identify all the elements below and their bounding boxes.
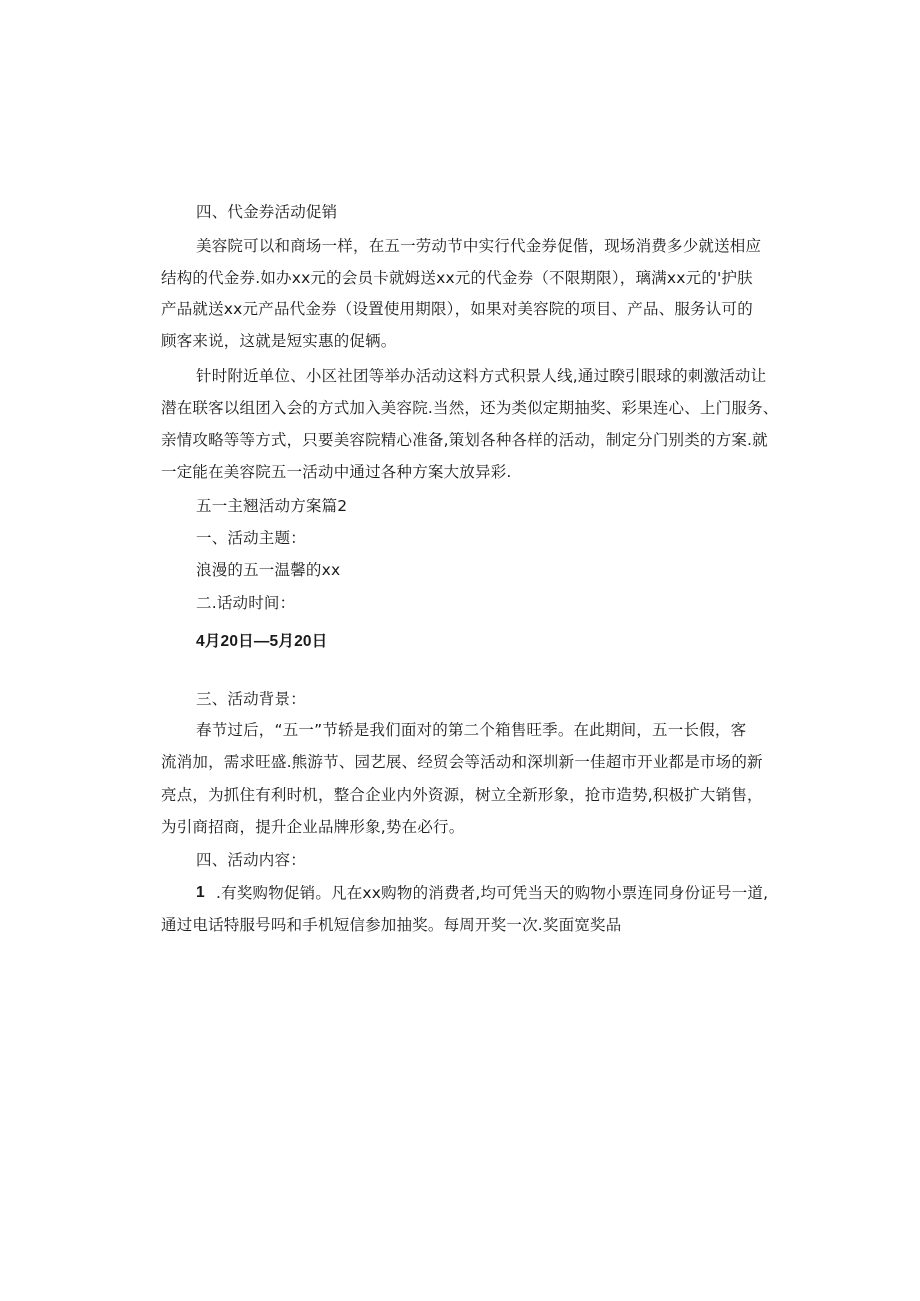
heading-coupon-promotion: 四、代金券活动促销: [196, 203, 338, 221]
section-theme-content: 浪漫的五一温馨的xx: [196, 561, 341, 579]
paragraph-line: 美容院可以和商场一样，在五一劳动节中实行代金券促偕，现场消费多少就送相应: [196, 237, 762, 255]
paragraph-line: 潜在联客以组团入会的方式加入美容院.当然，还为类似定期抽奖、彩果连心、上门服务、: [161, 399, 779, 417]
paragraph-line: 一定能在美容院五一活动中通过各种方案大放异彩.: [161, 463, 512, 481]
paragraph-line: 顾客来说，这就是短实惠的促辆。: [161, 332, 397, 350]
plan-title: 五一主翘活动方案篇2: [196, 497, 348, 515]
list-item-text: .有奖购物促销。凡在xx购物的消费者,均可凭当天的购物小票连同身份证号一道,: [216, 884, 769, 902]
paragraph-line: 流消加，需求旺盛.熊游节、园艺展、经贸会等活动和深圳新一佳超市开业都是市场的新: [161, 753, 763, 771]
section-time-content: 4月20日—5月20日: [196, 633, 328, 650]
list-item-text: 通过电话特服号吗和手机短信参加抽奖。每周开奖一次.奖面宽奖品: [161, 916, 622, 934]
list-item-number: 1: [196, 884, 205, 901]
paragraph-line: 针时附近单位、小区社团等举办活动这料方式积景人线,通过睽引眼球的刺激活动让: [196, 367, 767, 385]
section-theme-title: 一、活动主题：: [196, 529, 306, 547]
section-content-title: 四、活动内容：: [196, 851, 306, 869]
section-background-title: 三、活动背景：: [196, 690, 306, 708]
paragraph-line: 亮点，为抓住有利时机，整合企业内外资源，树立全新形象，抢市造势,积极扩大销售，: [161, 786, 763, 804]
paragraph-line: 产品就送xx元产品代金券（设置使用期限），如果对美容院的项目、产品、服务认可的: [161, 300, 753, 318]
section-time-title: 二.话动时间：: [196, 594, 296, 612]
paragraph-line: 为引商招商，提升企业品牌形象,势在必行。: [161, 818, 465, 836]
paragraph-line: 亲情攻略等等方式，只要美容院精心准备,策划各种各样的活动，制定分门别类的方案.就: [161, 431, 768, 449]
paragraph-line: 结构的代金券.如办xx元的会员卡就姆送xx元的代金券（不限期限），璃满xx元的'护肤: [161, 269, 753, 287]
paragraph-line: 春节过后，“五一”节轿是我们面对的第二个箱售旺季。在此期间，五一长假，客: [196, 721, 747, 739]
